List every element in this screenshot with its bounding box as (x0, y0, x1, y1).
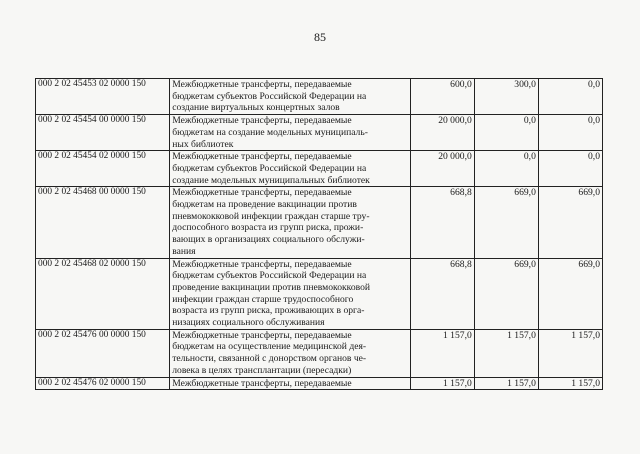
table-row (36, 377, 603, 390)
amount-cell-2: 669,0 (474, 258, 538, 329)
description-line: инфекции граждан старше трудоспособного (172, 293, 354, 305)
description-cell (170, 258, 410, 329)
amount-cell-3: 0,0 (538, 151, 602, 187)
description-line: Межбюджетные трансферты, передаваемые (172, 329, 352, 341)
amount-cell-2: 1 157,0 (474, 329, 538, 377)
amount-cell-1: 1 157,0 (410, 377, 474, 390)
budget-code-cell: 000 2 02 45468 02 0000 150 (36, 258, 170, 329)
description-cell (170, 115, 410, 151)
table-row (36, 151, 603, 187)
amount-cell-2: 0,0 (474, 115, 538, 151)
amount-cell-2: 0,0 (474, 151, 538, 187)
amount-cell-3: 1 157,0 (538, 329, 602, 377)
description-line: бюджетам на проведение вакцинации против (172, 199, 357, 211)
amount-cell-3: 0,0 (538, 115, 602, 151)
description-cell (170, 329, 410, 377)
description-line: вающих в организациях социального обслужи- (172, 234, 365, 246)
description-line: Межбюджетные трансферты, передаваемые (172, 377, 352, 389)
description-line: Межбюджетные трансферты, передаваемые (172, 79, 352, 90)
description-line: Межбюджетные трансферты, передаваемые (172, 115, 352, 127)
description-line: ловека в целях трансплантации (пересадки) (172, 364, 352, 376)
amount-cell-1: 20 000,0 (410, 151, 474, 187)
description-line: бюджетам на создание модельных муниципаль- (172, 126, 368, 138)
description-line: доспособного возраста из групп риска, прожи- (172, 222, 364, 234)
page-number: 85 (314, 30, 326, 44)
amount-cell-1: 1 157,0 (410, 329, 474, 377)
budget-code-cell: 000 2 02 45454 02 0000 150 (36, 151, 170, 187)
description-line: низациях социального обслуживания (172, 317, 325, 329)
amount-cell-2: 1 157,0 (474, 377, 538, 390)
description-cell (170, 151, 410, 187)
budget-table-body (36, 79, 603, 390)
budget-code-cell: 000 2 02 45476 00 0000 150 (36, 329, 170, 377)
budget-code-cell: 000 2 02 45453 02 0000 150 (36, 79, 170, 115)
description-line: Межбюджетные трансферты, передаваемые (172, 151, 352, 163)
description-cell (170, 377, 410, 390)
amount-cell-1: 668,8 (410, 258, 474, 329)
description-line: Межбюджетные трансферты, передаваемые (172, 258, 352, 270)
description-line: бюджетам на осуществление медицинской дея- (172, 341, 367, 353)
budget-code-cell: 000 2 02 45468 00 0000 150 (36, 187, 170, 258)
amount-cell-2: 669,0 (474, 187, 538, 258)
description-cell (170, 79, 410, 115)
description-line: бюджетам субъектов Российской Федерации на (172, 162, 367, 174)
description-line: тельности, связанной с донорством органов че- (172, 353, 367, 365)
description-line: бюджетам субъектов Российской Федерации на (172, 90, 367, 102)
table-row (36, 258, 603, 329)
description-line: создание виртуальных концертных залов (172, 102, 340, 114)
amount-cell-3: 669,0 (538, 258, 602, 329)
budget-table (35, 78, 603, 390)
description-line: создание модельных муниципальных библиотек (172, 174, 370, 186)
description-line: вания (172, 245, 196, 257)
budget-code-cell: 000 2 02 45476 02 0000 150 (36, 377, 170, 390)
table-row (36, 329, 603, 377)
description-line: Межбюджетные трансферты, передаваемые (172, 187, 352, 199)
amount-cell-1: 20 000,0 (410, 115, 474, 151)
description-line: пневмококковой инфекции граждан старше тру- (172, 210, 370, 222)
amount-cell-2: 300,0 (474, 79, 538, 115)
table-row (36, 79, 603, 115)
description-line: возраста из групп риска, проживающих в орга- (172, 305, 365, 317)
table-row (36, 115, 603, 151)
amount-cell-3: 0,0 (538, 79, 602, 115)
amount-cell-3: 1 157,0 (538, 377, 602, 390)
description-line: бюджетам субъектов Российской Федерации на (172, 270, 367, 282)
description-cell (170, 187, 410, 258)
amount-cell-3: 669,0 (538, 187, 602, 258)
description-line: проведение вакцинации против пневмококковой (172, 281, 371, 293)
description-line: ных библиотек (172, 138, 234, 150)
amount-cell-1: 600,0 (410, 79, 474, 115)
table-row (36, 187, 603, 258)
amount-cell-1: 668,8 (410, 187, 474, 258)
budget-code-cell: 000 2 02 45454 00 0000 150 (36, 115, 170, 151)
